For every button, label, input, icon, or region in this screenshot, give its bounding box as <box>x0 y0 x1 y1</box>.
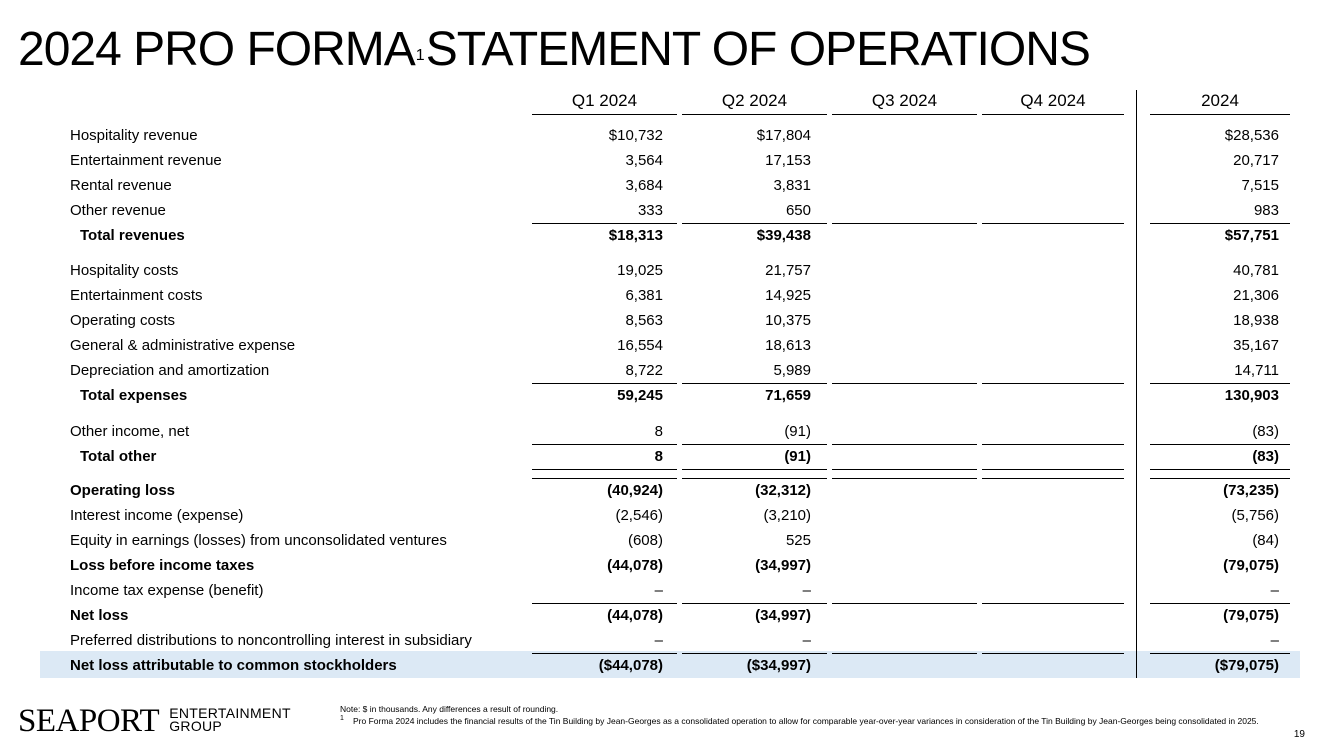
cell-q4 <box>983 384 1123 407</box>
logo-wordmark: SEAPORT <box>18 703 160 739</box>
cell-q3 <box>831 334 971 357</box>
cell-fy: $57,751 <box>1224 227 1279 244</box>
page-title: 2024 PRO FORMA$^1$STATEMENT OF OPERATIONS <box>18 23 1090 76</box>
row-label: Depreciation and amortization <box>70 362 270 379</box>
subtotal-rule <box>682 603 827 604</box>
subtotal-rule <box>532 653 677 654</box>
cell-q2: (32,312) <box>755 482 811 499</box>
table-row <box>0 554 1333 577</box>
cell-q2: – <box>802 582 811 599</box>
cell-fy: 21,306 <box>1233 287 1279 304</box>
cell-fy: (83) <box>1252 448 1279 465</box>
subtotal-rule <box>532 469 677 470</box>
table-row <box>0 359 1333 382</box>
cell-q1: 19,025 <box>617 262 663 279</box>
cell-q4 <box>983 654 1123 677</box>
subtotal-rule <box>682 444 827 445</box>
rounding-note: Note: $ in thousands. Any differences a result of rounding. <box>340 704 559 714</box>
cell-q1: $18,313 <box>608 227 663 244</box>
cell-q2: $39,438 <box>756 227 811 244</box>
table-row <box>0 529 1333 552</box>
subtotal-rule <box>682 478 827 479</box>
row-label: Entertainment revenue <box>70 152 222 169</box>
cell-q1: (2,546) <box>615 507 663 524</box>
subtotal-rule <box>832 478 977 479</box>
cell-q2: $17,804 <box>756 127 811 144</box>
cell-q1: – <box>654 582 663 599</box>
cell-q4 <box>983 309 1123 332</box>
column-header-q4: Q4 2024 <box>982 90 1124 115</box>
cell-q3 <box>831 284 971 307</box>
subtotal-rule <box>982 383 1124 384</box>
table-row <box>0 174 1333 197</box>
table-row <box>0 259 1333 282</box>
row-label: Operating loss <box>70 482 176 499</box>
cell-fy: – <box>1270 632 1279 649</box>
cell-q3 <box>831 629 971 652</box>
title-footnote-marker: 1 <box>415 47 424 64</box>
cell-q1: 59,245 <box>617 387 663 404</box>
row-label: Net loss <box>70 607 129 624</box>
cell-fy: (5,756) <box>1231 507 1279 524</box>
cell-q2: 3,831 <box>773 177 811 194</box>
pro-forma-footnote: 1 Pro Forma 2024 includes the financial results of the Tin Building by Jean-Georges as a consolidated operation to allow for comparable year-over-year variances in consideration of the Tin Building by Jean-Georges being consolidated in 2025. <box>340 715 1259 726</box>
row-label: Equity in earnings (losses) from unconsolidated ventures <box>70 532 447 549</box>
cell-q3 <box>831 174 971 197</box>
cell-q1: (40,924) <box>607 482 663 499</box>
cell-q2: (3,210) <box>763 507 811 524</box>
cell-q4 <box>983 284 1123 307</box>
subtotal-rule <box>1150 223 1290 224</box>
cell-q1: (44,078) <box>607 557 663 574</box>
table-row <box>0 420 1333 443</box>
subtotal-rule <box>682 469 827 470</box>
cell-q4 <box>983 529 1123 552</box>
cell-fy: $28,536 <box>1224 127 1279 144</box>
cell-fy: (73,235) <box>1223 482 1279 499</box>
cell-q3 <box>831 579 971 602</box>
row-label: Interest income (expense) <box>70 507 244 524</box>
subtotal-rule <box>682 223 827 224</box>
page-number: 19 <box>1293 729 1305 740</box>
subtotal-rule <box>982 469 1124 470</box>
table-row <box>0 384 1333 407</box>
subtotal-rule <box>532 383 677 384</box>
column-header-q1: Q1 2024 <box>532 90 677 115</box>
cell-q2: (91) <box>784 448 811 465</box>
cell-q3 <box>831 124 971 147</box>
subtotal-rule <box>982 653 1124 654</box>
cell-q3 <box>831 149 971 172</box>
logo-subtitle: ENTERTAINMENT GROUP <box>169 705 291 734</box>
cell-q1: 333 <box>637 202 663 219</box>
subtotal-rule <box>682 383 827 384</box>
cell-q4 <box>983 259 1123 282</box>
subtotal-rule <box>532 444 677 445</box>
cell-q1: 8,563 <box>625 312 663 329</box>
table-row <box>0 445 1333 468</box>
subtotal-rule <box>982 603 1124 604</box>
row-label: Hospitality costs <box>70 262 179 279</box>
row-label: Net loss attributable to common stockholders <box>70 657 397 674</box>
cell-fy: 7,515 <box>1241 177 1279 194</box>
cell-fy: (83) <box>1252 423 1279 440</box>
table-row <box>0 629 1333 652</box>
cell-q4 <box>983 334 1123 357</box>
table-row <box>0 224 1333 247</box>
cell-q1: 3,564 <box>625 152 663 169</box>
column-header-q2: Q2 2024 <box>682 90 827 115</box>
cell-q1: (608) <box>627 532 663 549</box>
row-label: Rental revenue <box>70 177 172 194</box>
cell-q2: 14,925 <box>765 287 811 304</box>
row-label: Loss before income taxes <box>70 557 255 574</box>
cell-q4 <box>983 445 1123 468</box>
table-row <box>0 334 1333 357</box>
row-label: Total expenses <box>80 387 188 404</box>
cell-q2: 17,153 <box>765 152 811 169</box>
cell-q2: (91) <box>784 423 811 440</box>
cell-q1: $10,732 <box>608 127 663 144</box>
cell-fy: 130,903 <box>1224 387 1279 404</box>
cell-fy: (79,075) <box>1223 557 1279 574</box>
cell-q4 <box>983 479 1123 502</box>
subtotal-rule <box>1150 444 1290 445</box>
table-row <box>0 124 1333 147</box>
cell-q1: 6,381 <box>625 287 663 304</box>
subtotal-rule <box>532 223 677 224</box>
subtotal-rule <box>1150 653 1290 654</box>
row-label: Total revenues <box>80 227 185 244</box>
cell-q2: 650 <box>785 202 811 219</box>
cell-q4 <box>983 224 1123 247</box>
subtotal-rule <box>832 653 977 654</box>
cell-q2: 21,757 <box>765 262 811 279</box>
cell-q3 <box>831 259 971 282</box>
cell-fy: 20,717 <box>1233 152 1279 169</box>
cell-fy: 14,711 <box>1234 362 1279 379</box>
subtotal-rule <box>1150 383 1290 384</box>
cell-q2: (34,997) <box>755 557 811 574</box>
cell-q3 <box>831 504 971 527</box>
cell-fy: 35,167 <box>1233 337 1279 354</box>
cell-q1: 8 <box>654 423 663 440</box>
cell-q1: – <box>654 632 663 649</box>
cell-q2: 18,613 <box>765 337 811 354</box>
row-label: General & administrative expense <box>70 337 296 354</box>
cell-q3 <box>831 199 971 222</box>
row-label: Other income, net <box>70 423 190 440</box>
subtotal-rule <box>832 603 977 604</box>
cell-q1: (44,078) <box>607 607 663 624</box>
cell-q4 <box>983 629 1123 652</box>
cell-q3 <box>831 479 971 502</box>
cell-q4 <box>983 579 1123 602</box>
cell-q4 <box>983 604 1123 627</box>
subtotal-rule <box>532 603 677 604</box>
row-label: Hospitality revenue <box>70 127 198 144</box>
cell-q3 <box>831 309 971 332</box>
cell-q2: ($34,997) <box>746 657 811 674</box>
cell-q3 <box>831 359 971 382</box>
cell-q3 <box>831 445 971 468</box>
cell-q3 <box>831 604 971 627</box>
subtotal-rule <box>1150 603 1290 604</box>
cell-q4 <box>983 199 1123 222</box>
cell-q3 <box>831 554 971 577</box>
cell-fy: (84) <box>1252 532 1279 549</box>
cell-fy: 40,781 <box>1233 262 1279 279</box>
subtotal-rule <box>982 223 1124 224</box>
cell-q3 <box>831 384 971 407</box>
cell-q1: 8 <box>654 448 663 465</box>
cell-q3 <box>831 420 971 443</box>
subtotal-rule <box>832 223 977 224</box>
cell-fy: 983 <box>1253 202 1279 219</box>
subtotal-rule <box>1150 469 1290 470</box>
column-header-q3: Q3 2024 <box>832 90 977 115</box>
company-logo <box>18 704 291 738</box>
row-label: Other revenue <box>70 202 166 219</box>
subtotal-rule <box>832 469 977 470</box>
table-row <box>0 479 1333 502</box>
cell-fy: – <box>1270 582 1279 599</box>
cell-q4 <box>983 174 1123 197</box>
table-row <box>0 504 1333 527</box>
cell-q4 <box>983 359 1123 382</box>
table-row <box>0 199 1333 222</box>
row-label: Operating costs <box>70 312 176 329</box>
cell-q3 <box>831 529 971 552</box>
subtotal-rule <box>1150 478 1290 479</box>
cell-q1: ($44,078) <box>598 657 663 674</box>
cell-fy: (79,075) <box>1223 607 1279 624</box>
cell-q4 <box>983 124 1123 147</box>
cell-q4 <box>983 149 1123 172</box>
cell-q2: (34,997) <box>755 607 811 624</box>
cell-q4 <box>983 504 1123 527</box>
table-row <box>0 309 1333 332</box>
cell-q2: 71,659 <box>765 387 811 404</box>
subtotal-rule <box>532 478 677 479</box>
cell-q1: 3,684 <box>625 177 663 194</box>
cell-q4 <box>983 420 1123 443</box>
cell-q2: 10,375 <box>765 312 811 329</box>
cell-q1: 16,554 <box>617 337 663 354</box>
cell-fy: 18,938 <box>1233 312 1279 329</box>
row-label: Preferred distributions to noncontrolling interest in subsidiary <box>70 632 472 649</box>
table-row <box>0 149 1333 172</box>
row-label: Income tax expense (benefit) <box>70 582 264 599</box>
column-header-fy: 2024 <box>1150 90 1290 115</box>
table-row <box>0 284 1333 307</box>
subtotal-rule <box>982 444 1124 445</box>
cell-q2: 525 <box>785 532 811 549</box>
cell-q4 <box>983 554 1123 577</box>
subtotal-rule <box>682 653 827 654</box>
subtotal-rule <box>832 383 977 384</box>
cell-q2: – <box>802 632 811 649</box>
cell-q2: 5,989 <box>773 362 811 379</box>
cell-q3 <box>831 654 971 677</box>
footnotes <box>340 704 1290 726</box>
cell-q1: 8,722 <box>625 362 663 379</box>
table-row <box>0 604 1333 627</box>
cell-fy: ($79,075) <box>1214 657 1279 674</box>
table-row <box>0 579 1333 602</box>
subtotal-rule <box>982 478 1124 479</box>
row-label: Entertainment costs <box>70 287 203 304</box>
table-row <box>0 654 1333 677</box>
cell-q3 <box>831 224 971 247</box>
row-label: Total other <box>80 448 157 465</box>
subtotal-rule <box>832 444 977 445</box>
